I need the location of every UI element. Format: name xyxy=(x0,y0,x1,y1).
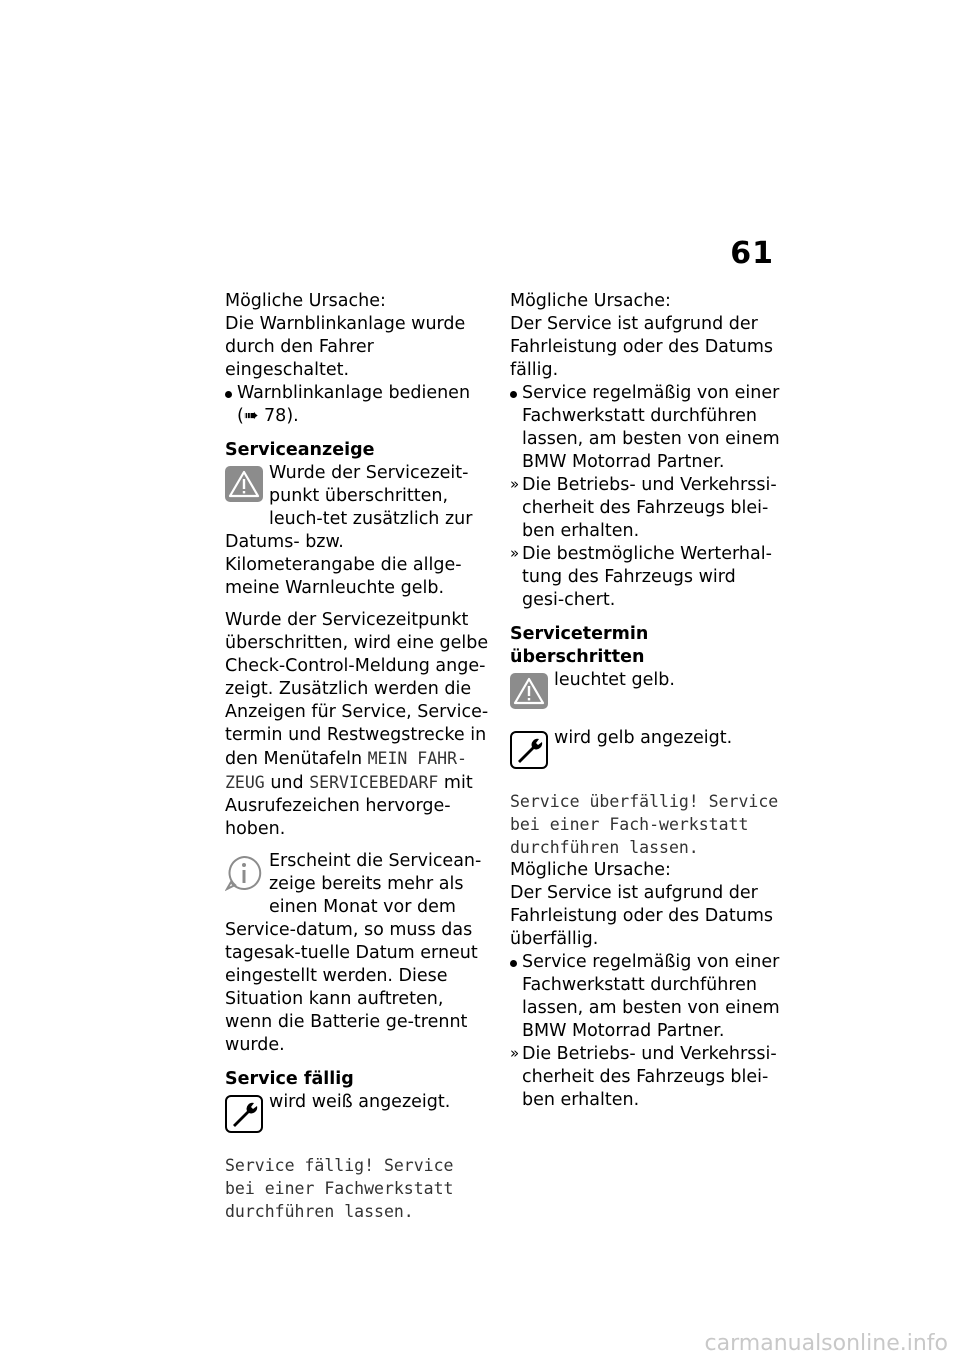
cause-text: Der Service ist aufgrund der Fahrleistung oder des Datums überfällig. xyxy=(510,883,774,949)
watermark: carmanualsonline.info xyxy=(704,1331,948,1356)
and-word: und xyxy=(270,773,304,793)
info-note xyxy=(225,850,493,1057)
warning-note xyxy=(225,462,493,600)
wrench-text: wird gelb angezeigt. xyxy=(554,728,733,748)
menu-name: SERVICEBEDARF xyxy=(309,773,439,792)
display-message: Service fällig! Service bei einer Fachwerkstatt durchführen lassen. xyxy=(225,1156,454,1221)
paragraph-text: Wurde der Servicezeitpunkt überschritten, wird eine gelbe Check-Control-Meldung ange-zeigt. Zusätzlich werden die Anzeigen für Service, Service-termin und Restwegstrecke in den Menütafeln xyxy=(225,610,489,769)
info-text: Erscheint die Servicean-zeige bereits mehr als einen Monat vor dem Service-datum, so muss das tagesak-tuelle Datum erneut eingestellt werden. Diese Situation kann auftreten, wenn die Batterie ge-trennt wurde. xyxy=(225,851,482,1055)
cause-text: Die Warnblinkanlage wurde durch den Fahrer eingeschaltet. xyxy=(225,314,466,380)
left-column xyxy=(225,290,493,1223)
wrench-icon xyxy=(510,731,548,776)
result-item: » Die Betriebs- und Verkehrssi-cherheit des Fahrzeugs blei-ben erhalten. xyxy=(510,474,782,543)
bullet-text: Warnblinkanlage bedienen xyxy=(237,383,471,403)
display-message: Service überfällig! Service bei einer Fach-werkstatt durchführen lassen. xyxy=(510,792,779,857)
heading-serviceanzeige: Serviceanzeige xyxy=(225,440,375,460)
warning-triangle-icon xyxy=(225,466,263,509)
cause-text: Der Service ist aufgrund der Fahrleistung oder des Datums fällig. xyxy=(510,314,774,380)
paragraph-end: mit Ausrufezeichen hervorge-hoben. xyxy=(225,773,473,839)
heading-service-faellig: Service fällig xyxy=(225,1069,354,1089)
page-number: 61 xyxy=(730,236,774,271)
result-item: » Die Betriebs- und Verkehrssi-cherheit des Fahrzeugs blei-ben erhalten. xyxy=(510,1043,782,1112)
bullet-item xyxy=(225,382,493,428)
wrench-icon xyxy=(225,1095,263,1140)
wrench-text: wird weiß angezeigt. xyxy=(269,1092,451,1112)
wrench-note xyxy=(225,1091,493,1114)
bullet-item: Service regelmäßig von einer Fachwerkstatt durchführen lassen, am besten von einem BMW Motorrad Partner. xyxy=(510,951,782,1043)
warning-text: Wurde der Servicezeit-punkt überschritten, leuch-tet zusätzlich zur Datums- bzw. Kilometerangabe die allge-meine Warnleuchte gelb. xyxy=(225,463,473,598)
cause-label: Mögliche Ursache: xyxy=(225,291,386,311)
wrench-note xyxy=(510,727,782,750)
warning-note xyxy=(510,669,782,692)
warning-triangle-icon xyxy=(510,673,548,716)
page-reference[interactable]: (➠ 78). xyxy=(237,406,299,426)
result-item: » Die bestmögliche Werterhal-tung des Fahrzeugs wird gesi-chert. xyxy=(510,543,782,612)
heading-servicetermin-ueberschritten: Servicetermin überschritten xyxy=(510,624,649,667)
warning-text: leuchtet gelb. xyxy=(554,670,675,690)
menu-name: MEIN FAHR-ZEUG xyxy=(225,749,467,792)
service-paragraph xyxy=(225,609,493,841)
info-icon xyxy=(225,854,263,899)
right-column xyxy=(510,290,782,1112)
cause-label: Mögliche Ursache: xyxy=(510,291,671,311)
bullet-item: Service regelmäßig von einer Fachwerkstatt durchführen lassen, am besten von einem BMW Motorrad Partner. xyxy=(510,382,782,474)
cause-label: Mögliche Ursache: xyxy=(510,860,671,880)
